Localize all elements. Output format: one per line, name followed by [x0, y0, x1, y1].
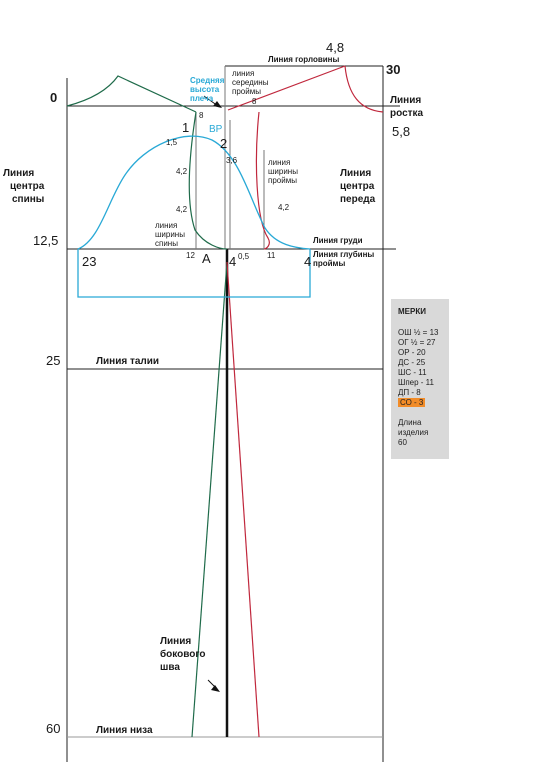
shoulder-label-3: плеча — [190, 94, 214, 103]
measurements-panel — [391, 299, 449, 459]
product-length — [398, 418, 449, 448]
twentythree-label: 23 — [82, 254, 97, 269]
measurement-item: ДП - 8 — [398, 388, 421, 397]
five-eight-label: 5,8 — [392, 124, 411, 139]
armhole-width-label-3: проймы — [268, 176, 297, 185]
measurement-item: ОР - 20 — [398, 348, 426, 357]
front-bodice-outline — [227, 66, 383, 737]
mid-armhole-label-1: линия — [232, 69, 255, 78]
measurement-item: Шпер - 11 — [398, 378, 434, 387]
back-center-label-2: центра — [10, 181, 45, 192]
mid-armhole-label-3: проймы — [232, 87, 261, 96]
zero-five-label: 0,5 — [238, 252, 250, 261]
eight-label-back: 8 — [199, 111, 204, 120]
one-five-label: 1,5 — [166, 138, 178, 147]
growth-line-label-2: ростка — [390, 108, 424, 119]
back-four-two-lower: 4,2 — [176, 205, 188, 214]
bp-label: ВР — [209, 124, 223, 135]
back-center-label-1: Линия — [3, 168, 35, 179]
chest-line-label: Линия груди — [313, 236, 363, 245]
point-two-label: 2 — [220, 136, 228, 151]
product-length-value: 60 — [398, 438, 407, 447]
measurement-item: ШС - 11 — [398, 368, 427, 377]
depth-line-label-2: проймы — [313, 259, 346, 268]
front-center-label-3: переда — [340, 194, 376, 205]
eleven-label: 11 — [267, 251, 276, 260]
four-label-center: 4 — [229, 254, 237, 269]
shoulder-label-1: Средняя — [190, 76, 225, 85]
depth-line-label-1: Линия глубины — [313, 250, 375, 259]
three-six-label: 3,6 — [226, 156, 238, 165]
back-width-label-2: ширины — [155, 230, 185, 239]
measurement-item: ОГ ½ = 27 — [398, 338, 436, 347]
back-bodice-outline — [67, 76, 227, 737]
twelve-five-label: 12,5 — [33, 233, 59, 248]
measurement-item: ОШ ½ = 13 — [398, 328, 439, 337]
side-seam-label-3: шва — [160, 662, 180, 673]
product-length-line-2: изделия — [398, 428, 429, 437]
growth-line-label-1: Линия — [390, 95, 422, 106]
side-seam-label-2: бокового — [160, 649, 206, 660]
side-seam-label-1: Линия — [160, 636, 192, 647]
back-center-label-3: спины — [12, 194, 45, 205]
side-seam-arrowhead — [211, 685, 220, 692]
collar-width-label: 4,8 — [326, 40, 345, 55]
back-width-label-1: линия — [155, 221, 178, 230]
point-one-label: 1 — [182, 120, 190, 135]
shoulder-arrowhead — [213, 101, 222, 108]
back-four-two-upper: 4,2 — [176, 167, 188, 176]
twentyfive-label: 25 — [46, 353, 61, 368]
measurements-title: МЕРКИ — [398, 307, 426, 316]
point-a-label: А — [202, 251, 211, 266]
mid-armhole-label-2: середины — [232, 78, 269, 87]
armhole-width-label-1: линия — [268, 158, 291, 167]
measurement-item: ДС - 25 — [398, 358, 426, 367]
zero-label: 0 — [50, 90, 58, 105]
shoulder-label-2: высота — [190, 85, 220, 94]
sixty-label: 60 — [46, 721, 61, 736]
front-center-label-2: центра — [340, 181, 375, 192]
product-length-line-1: Длина — [398, 418, 422, 427]
hem-line-label: Линия низа — [96, 725, 153, 736]
front-center-label-1: Линия — [340, 168, 372, 179]
measurement-item-highlight — [398, 398, 449, 408]
waist-line-label: Линия талии — [96, 356, 160, 367]
measurements-list — [398, 328, 449, 408]
eight-label-front: 8 — [252, 97, 257, 106]
collar-line-label: Линия горловины — [268, 55, 340, 64]
armhole-width-label-2: ширины — [268, 167, 298, 176]
twelve-label: 12 — [186, 251, 195, 260]
thirty-label: 30 — [386, 62, 401, 77]
highlight-value: СО - 3 — [400, 398, 424, 407]
front-four-two: 4,2 — [278, 203, 290, 212]
back-width-label-3: спины — [155, 239, 178, 248]
four-label-right: 4 — [304, 254, 312, 269]
